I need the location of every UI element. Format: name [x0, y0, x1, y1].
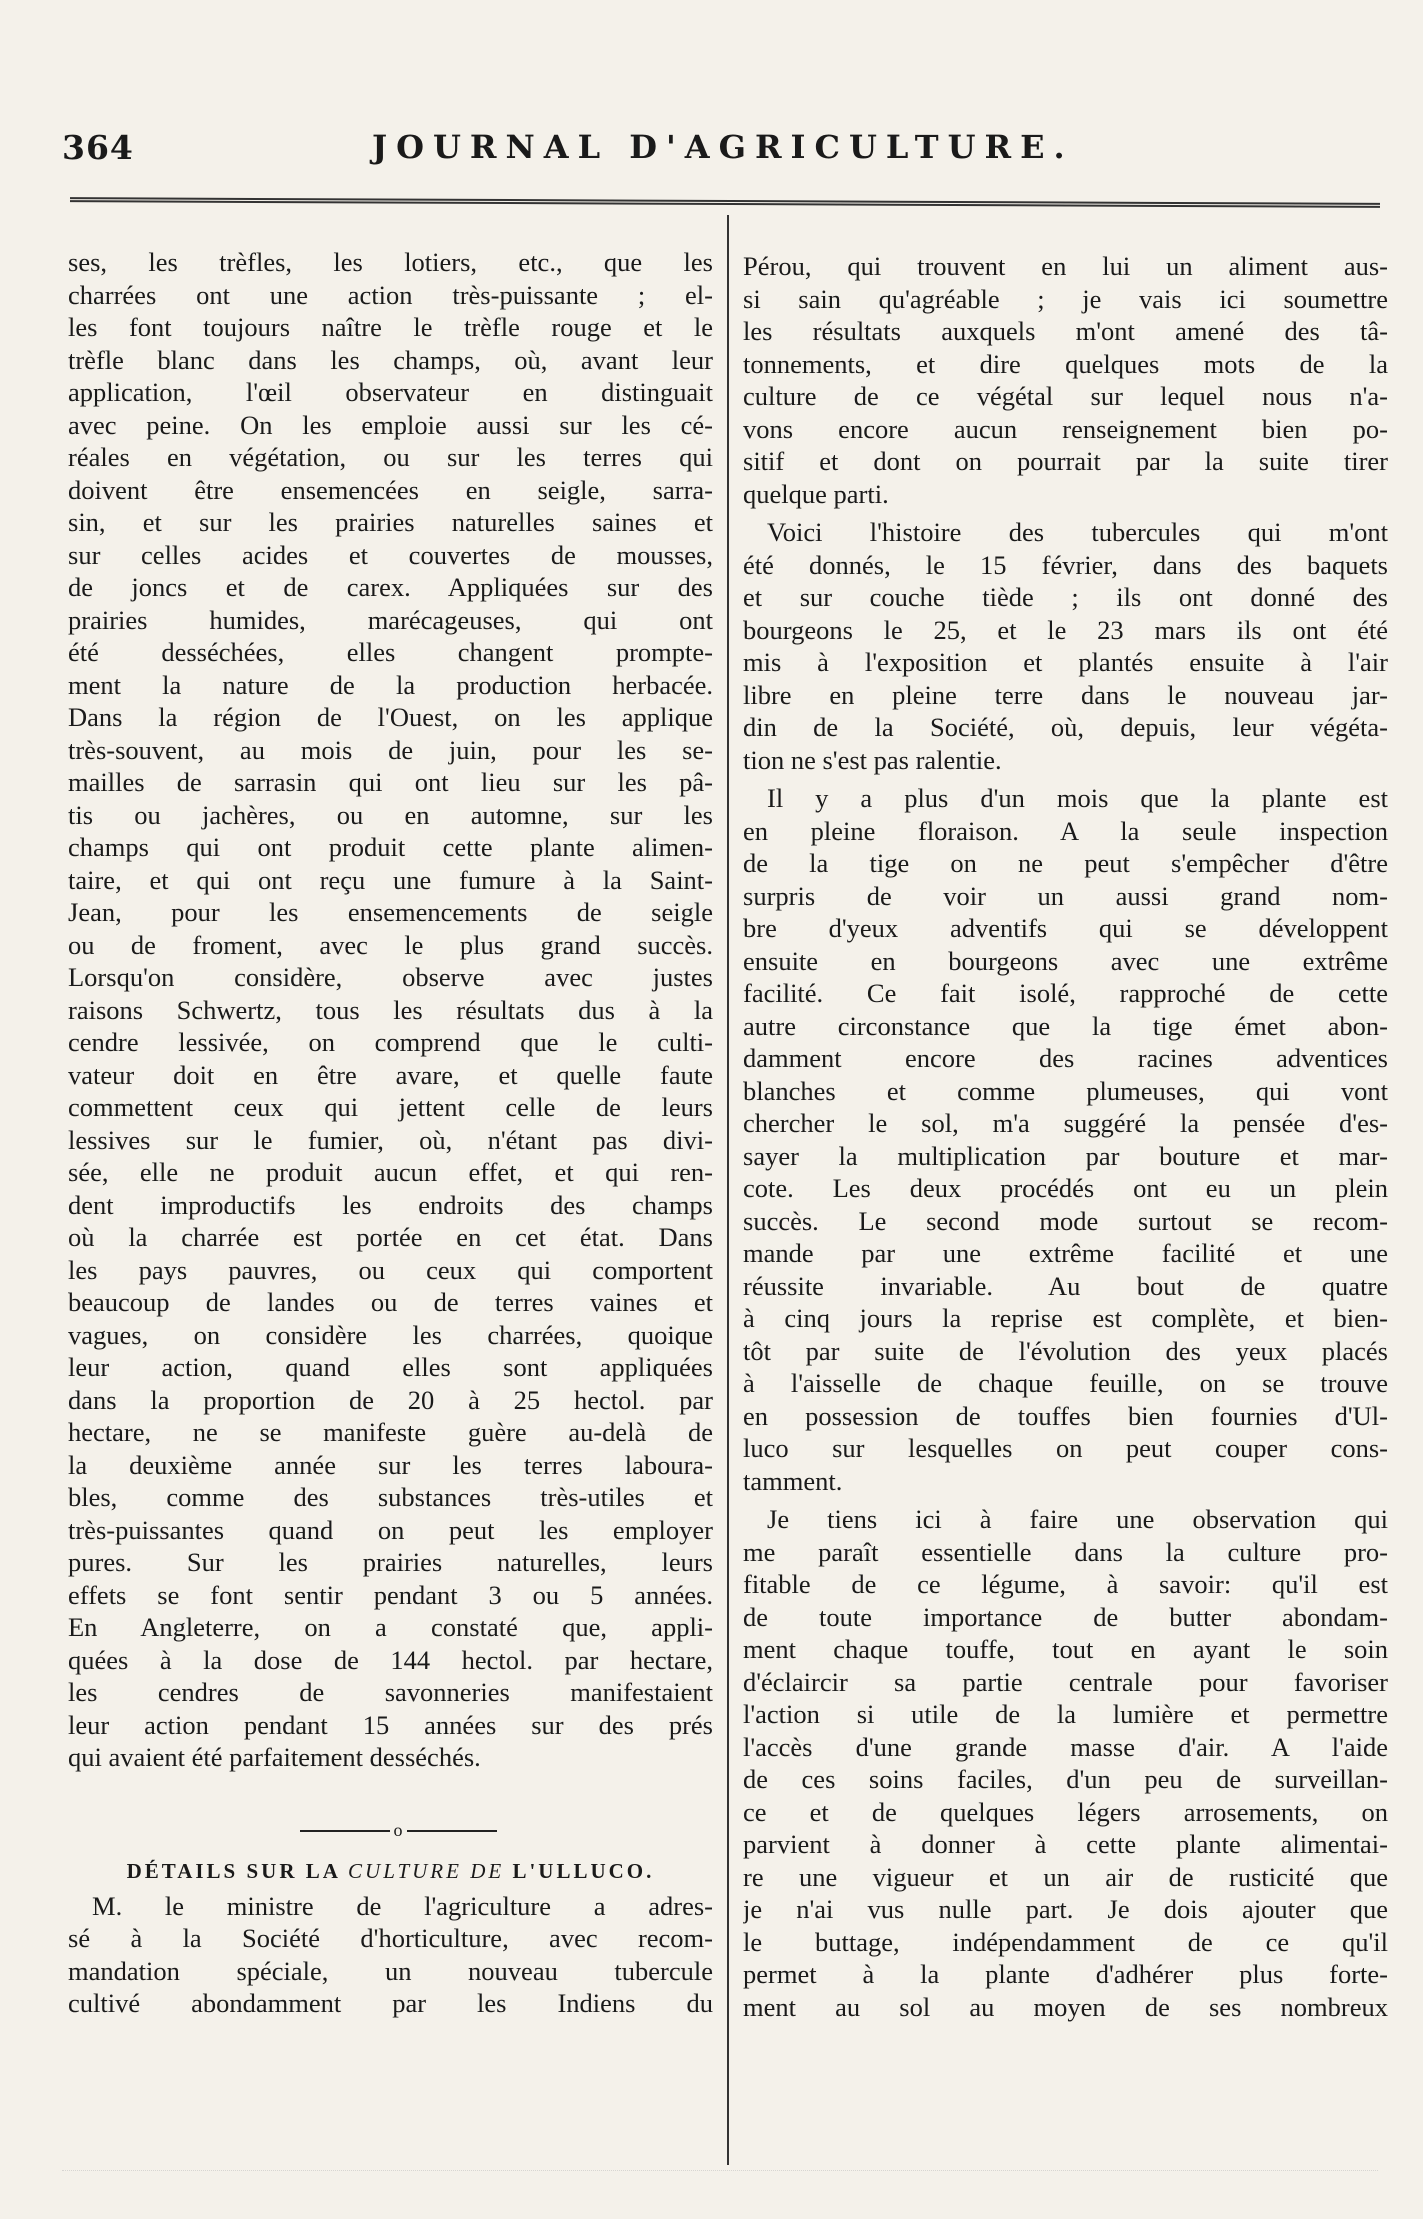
section-text [68, 1890, 713, 2020]
text-line: me paraît essentielle dans la culture pro- [743, 1536, 1388, 1567]
text-line: M. le ministre de l'agriculture a adres- [92, 1890, 713, 1921]
page-number: 364 [62, 128, 134, 167]
section-heading-suffix: L'ULLUCO. [504, 1858, 655, 1883]
text-line: facilité. Ce fait isolé, rapproché de cette [743, 978, 1388, 1008]
text-line: réales en végétation, ou sur les terres qui [68, 442, 713, 472]
text-line: vagues, on considère les charrées, quoique [68, 1319, 713, 1350]
header-rule [70, 197, 1380, 208]
text-line: cote. Les deux procédés ont eu un plein [743, 1173, 1388, 1203]
text-line: où la charrée est portée en cet état. Dans [68, 1222, 713, 1252]
text-line: très-puissantes quand on peut les employer [68, 1514, 713, 1545]
text-line: à l'aisselle de chaque feuille, on se trouve [743, 1368, 1388, 1398]
text-line: charrées ont une action très-puissante ; el- [68, 279, 713, 310]
text-line: les cendres de savonneries manifestaient [68, 1677, 713, 1707]
text-line: l'action si utile de la lumière et permettre [743, 1699, 1388, 1729]
ornament-circle: o [393, 1820, 403, 1840]
text-line: été donnés, le 15 février, dans des baquets [743, 549, 1388, 580]
text-line: champs qui ont produit cette plante alimen- [68, 832, 713, 862]
text-line: pures. Sur les prairies naturelles, leurs [68, 1547, 713, 1577]
text-line: bourgeons le 25, et le 23 mars ils ont été [743, 614, 1388, 645]
text-line: chercher le sol, m'a suggéré la pensée d'es- [743, 1108, 1388, 1138]
text-line: sayer la multiplication par bouture et mar- [743, 1140, 1388, 1171]
text-line: tis ou jachères, ou en automne, sur les [68, 799, 713, 830]
section-heading-prefix: DÉTAILS SUR LA [126, 1858, 349, 1883]
text-line: les font toujours naître le trèfle rouge et le [68, 312, 713, 342]
text-line: ment chaque touffe, tout en ayant le soin [743, 1634, 1388, 1664]
text-line: sitif et dont on pourrait par la suite tirer [743, 446, 1388, 476]
text-line: blanches et comme plumeuses, qui vont [743, 1075, 1388, 1106]
text-line: très-souvent, au mois de juin, pour les se- [68, 734, 713, 765]
section-heading [68, 1852, 713, 1890]
spacer [68, 1774, 713, 1814]
text-line: sur celles acides et couvertes de mousses, [68, 539, 713, 570]
text-line: application, l'œil observateur en distinguait [68, 377, 713, 407]
column-divider [727, 215, 729, 2165]
text-line: avec peine. On les emploie aussi sur les cé- [68, 409, 713, 440]
text-line: de joncs et de carex. Appliquées sur des [68, 572, 713, 602]
text-line: commettent ceux qui jettent celle de leurs [68, 1092, 713, 1122]
text-line: à cinq jours la reprise est complète, et bien- [743, 1303, 1388, 1333]
right-column [743, 250, 1388, 2023]
text-line: dans la proportion de 20 à 25 hectol. par [68, 1384, 713, 1415]
text-line: de la tige on ne peut s'empêcher d'être [743, 848, 1388, 878]
text-line: leur action pendant 15 années sur des prés [68, 1709, 713, 1740]
text-line: effets se font sentir pendant 3 ou 5 années. [68, 1579, 713, 1610]
right-column-text [743, 250, 1388, 2023]
running-title: JOURNAL D'AGRICULTURE. [372, 128, 1074, 166]
page-header [62, 128, 1378, 168]
text-line: ses, les trèfles, les lotiers, etc., que les [68, 247, 713, 277]
ornament-rule [407, 1830, 497, 1832]
text-line: fitable de ce légume, à savoir: qu'il est [743, 1569, 1388, 1599]
text-line: quées à la dose de 144 hectol. par hectare, [68, 1644, 713, 1675]
text-line: mandation spéciale, un nouveau tubercule [68, 1955, 713, 1986]
text-line: quelque parti. [743, 478, 889, 509]
section-heading-italic: CULTURE DE [348, 1858, 505, 1883]
text-line: leur action, quand elles sont appliquées [68, 1352, 713, 1382]
text-line: mailles de sarrasin qui ont lieu sur les pâ- [68, 767, 713, 797]
text-line: les résultats auxquels m'ont amené des tâ- [743, 316, 1388, 346]
text-line: permet à la plante d'adhérer plus forte- [743, 1959, 1388, 1989]
text-line: dent improductifs les endroits des champs [68, 1189, 713, 1220]
text-line: qui avaient été parfaitement desséchés. [68, 1742, 481, 1772]
left-column-text [68, 246, 713, 1774]
text-line: Voici l'histoire des tubercules qui m'ont [767, 517, 1388, 547]
text-line: parvient à donner à cette plante alimentai- [743, 1829, 1388, 1859]
text-line: autre circonstance que la tige émet abon- [743, 1010, 1388, 1041]
text-line: beaucoup de landes ou de terres vaines et [68, 1287, 713, 1317]
text-line: din de la Société, où, depuis, leur végéta- [743, 712, 1388, 742]
text-line: luco sur lesquelles on peut couper cons- [743, 1433, 1388, 1463]
text-line: de toute importance de butter abondam- [743, 1601, 1388, 1632]
text-line: réussite invariable. Au bout de quatre [743, 1270, 1388, 1301]
text-line: la deuxième année sur les terres labourа- [68, 1449, 713, 1480]
text-line: Il y a plus d'un mois que la plante est [767, 783, 1388, 813]
text-line: ment au sol au moyen de ses nombreux [743, 1991, 1388, 2022]
text-line: Dans la région de l'Ouest, on les applique [68, 702, 713, 732]
text-line: Lorsqu'on considère, observe avec justes [68, 962, 713, 992]
text-line: tôt par suite de l'évolution des yeux placés [743, 1335, 1388, 1366]
text-line: mis à l'exposition et plantés ensuite à l'air [743, 647, 1388, 677]
text-line: Jean, pour les ensemencements de seigle [68, 897, 713, 927]
text-line: trèfle blanc dans les champs, où, avant leur [68, 344, 713, 375]
text-line: d'éclaircir sa partie centrale pour favoriser [743, 1666, 1388, 1697]
text-line: l'accès d'une grande masse d'air. A l'aide [743, 1731, 1388, 1762]
text-line: je n'ai vus nulle part. Je dois ajouter que [743, 1894, 1388, 1924]
text-line: ment la nature de la production herbacée. [68, 669, 713, 700]
text-line: en possession de touffes bien fournies d'Ul- [743, 1400, 1388, 1431]
text-line: cultivé abondamment par les Indiens du [68, 1988, 713, 2018]
text-line: les pays pauvres, ou ceux qui comportent [68, 1254, 713, 1285]
text-line: mande par une extrême facilité et une [743, 1238, 1388, 1268]
text-line: libre en pleine terre dans le nouveau jar- [743, 679, 1388, 710]
text-line: re une vigueur et un air de rusticité que [743, 1861, 1388, 1892]
text-line: en pleine floraison. A la seule inspection [743, 815, 1388, 846]
text-line: Je tiens ici à faire une observation qui [767, 1504, 1388, 1534]
text-line: tamment. [743, 1465, 843, 1496]
text-line: prairies humides, marécageuses, qui ont [68, 604, 713, 635]
text-line: le buttage, indépendamment de ce qu'il [743, 1926, 1388, 1957]
text-line: surpris de voir un aussi grand nom- [743, 880, 1388, 911]
text-line: tion ne s'est pas ralentie. [743, 744, 1002, 775]
text-line: sée, elle ne produit aucun effet, et qui ren- [68, 1157, 713, 1187]
text-line: hectare, ne se manifeste guère au-delà de [68, 1417, 713, 1447]
text-line: sin, et sur les prairies naturelles saines et [68, 507, 713, 537]
text-line: ou de froment, avec le plus grand succès. [68, 929, 713, 960]
paragraph [743, 516, 1388, 776]
ornament-rule [300, 1830, 390, 1832]
text-line: et sur couche tiède ; ils ont donné des [743, 582, 1388, 612]
paragraph [743, 1503, 1388, 2023]
text-line: été desséchées, elles changent prompte- [68, 637, 713, 667]
text-line: sé à la Société d'horticulture, avec recom- [68, 1923, 713, 1953]
text-line: Pérou, qui trouvent en lui un aliment aus- [743, 251, 1388, 281]
text-line: si sain qu'agréable ; je vais ici soumettre [743, 283, 1388, 314]
text-line: doivent être ensemencées en seigle, sarra- [68, 474, 713, 505]
text-line: taire, et qui ont reçu une fumure à la Saint- [68, 864, 713, 895]
bottom-bleed-through [62, 2170, 1378, 2191]
text-line: vons encore aucun renseignement bien po- [743, 413, 1388, 444]
paragraph [743, 782, 1388, 1497]
text-line: succès. Le second mode surtout se recom- [743, 1205, 1388, 1236]
text-line: raisons Schwertz, tous les résultats dus à la [68, 994, 713, 1025]
text-line: En Angleterre, on a constaté que, appli- [68, 1612, 713, 1642]
text-line: vateur doit en être avare, et quelle faute [68, 1059, 713, 1090]
left-column [68, 246, 713, 2020]
text-line: de ces soins faciles, d'un peu de surveillan- [743, 1764, 1388, 1794]
text-line: damment encore des racines adventices [743, 1043, 1388, 1073]
text-line: ce et de quelques légers arrosements, on [743, 1796, 1388, 1827]
text-line: culture de ce végétal sur lequel nous n'a- [743, 381, 1388, 411]
text-line: lessives sur le fumier, où, n'étant pas divi- [68, 1124, 713, 1155]
text-line: bles, comme des substances très-utiles et [68, 1482, 713, 1512]
section-ornament [128, 1814, 668, 1848]
text-line: cendre lessivée, on comprend que le culti- [68, 1027, 713, 1057]
text-line: ensuite en bourgeons avec une extrême [743, 945, 1388, 976]
text-line: tonnements, et dire quelques mots de la [743, 348, 1388, 379]
paragraph [743, 250, 1388, 510]
text-line: bre d'yeux adventifs qui se développent [743, 913, 1388, 943]
